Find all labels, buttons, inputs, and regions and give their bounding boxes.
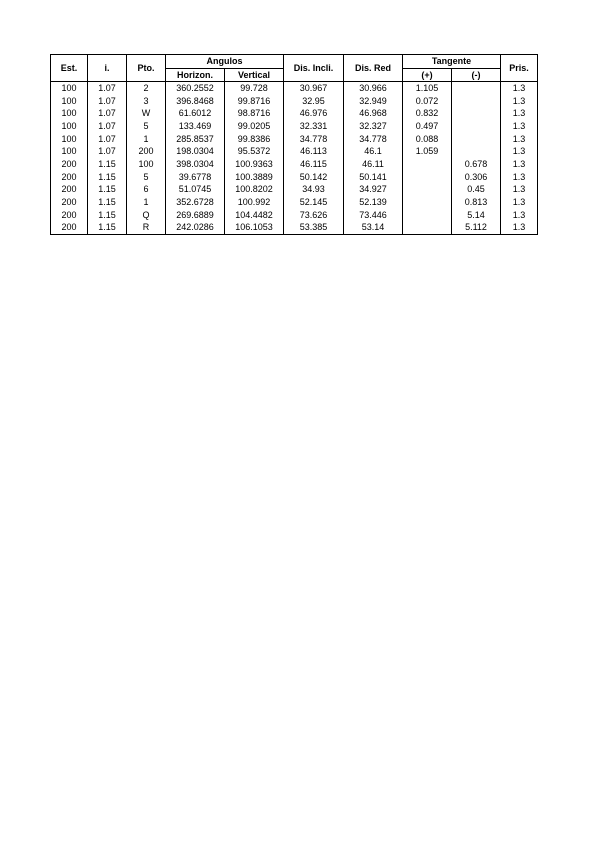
cell-plus: [403, 196, 452, 209]
cell-minus: 5.14: [452, 209, 501, 222]
cell-pris: 1.3: [501, 107, 538, 120]
cell-horizon: 396.8468: [166, 95, 225, 108]
header-i: i.: [88, 55, 127, 82]
table-row: [51, 107, 538, 120]
cell-vertical: 95.5372: [225, 145, 284, 158]
cell-pris: 1.3: [501, 95, 538, 108]
cell-dis-red: 34.927: [344, 184, 403, 197]
cell-dis-red: 73.446: [344, 209, 403, 222]
cell-est: 100: [51, 145, 88, 158]
cell-horizon: 51.0745: [166, 184, 225, 197]
cell-dis-red: 34.778: [344, 133, 403, 146]
cell-vertical: 104.4482: [225, 209, 284, 222]
cell-plus: 1.105: [403, 82, 452, 95]
table-row: [51, 222, 538, 235]
header-dis-incli: Dis. Incli.: [284, 55, 344, 82]
cell-vertical: 106.1053: [225, 222, 284, 235]
cell-pto: 3: [127, 95, 166, 108]
cell-dis-incli: 46.115: [284, 158, 344, 171]
cell-i: 1.15: [88, 196, 127, 209]
table-row: [51, 209, 538, 222]
cell-dis-incli: 52.145: [284, 196, 344, 209]
cell-minus: 5.112: [452, 222, 501, 235]
cell-est: 100: [51, 107, 88, 120]
cell-est: 200: [51, 171, 88, 184]
cell-pto: 1: [127, 133, 166, 146]
cell-minus: [452, 133, 501, 146]
cell-i: 1.15: [88, 184, 127, 197]
header-dis-red: Dis. Red: [344, 55, 403, 82]
cell-minus: 0.45: [452, 184, 501, 197]
table-row: [51, 133, 538, 146]
cell-pris: 1.3: [501, 133, 538, 146]
cell-pris: 1.3: [501, 158, 538, 171]
table-row: [51, 158, 538, 171]
cell-horizon: 285.8537: [166, 133, 225, 146]
cell-vertical: 100.8202: [225, 184, 284, 197]
cell-plus: 0.072: [403, 95, 452, 108]
cell-dis-incli: 34.93: [284, 184, 344, 197]
cell-vertical: 100.992: [225, 196, 284, 209]
table-row: [51, 184, 538, 197]
cell-pto: R: [127, 222, 166, 235]
cell-minus: 0.678: [452, 158, 501, 171]
cell-pto: W: [127, 107, 166, 120]
cell-i: 1.07: [88, 107, 127, 120]
cell-horizon: 269.6889: [166, 209, 225, 222]
cell-plus: [403, 158, 452, 171]
header-vertical: Vertical: [225, 69, 284, 82]
header-plus: (+): [403, 69, 452, 82]
cell-dis-incli: 73.626: [284, 209, 344, 222]
cell-pris: 1.3: [501, 196, 538, 209]
header-tangente: Tangente: [403, 55, 501, 69]
cell-pto: 100: [127, 158, 166, 171]
cell-pto: 1: [127, 196, 166, 209]
cell-minus: [452, 120, 501, 133]
cell-vertical: 99.0205: [225, 120, 284, 133]
cell-pris: 1.3: [501, 82, 538, 95]
cell-dis-red: 46.1: [344, 145, 403, 158]
cell-plus: [403, 209, 452, 222]
cell-dis-incli: 46.113: [284, 145, 344, 158]
cell-pto: 5: [127, 120, 166, 133]
cell-dis-red: 52.139: [344, 196, 403, 209]
cell-i: 1.15: [88, 222, 127, 235]
header-pto: Pto.: [127, 55, 166, 82]
cell-pris: 1.3: [501, 145, 538, 158]
table-row: [51, 145, 538, 158]
cell-i: 1.07: [88, 133, 127, 146]
cell-horizon: 133.469: [166, 120, 225, 133]
cell-minus: [452, 107, 501, 120]
cell-horizon: 61.6012: [166, 107, 225, 120]
cell-dis-red: 50.141: [344, 171, 403, 184]
cell-i: 1.07: [88, 82, 127, 95]
cell-i: 1.15: [88, 158, 127, 171]
table-row: [51, 196, 538, 209]
cell-minus: 0.813: [452, 196, 501, 209]
survey-table: [50, 54, 538, 235]
cell-horizon: 398.0304: [166, 158, 225, 171]
cell-dis-red: 30.966: [344, 82, 403, 95]
cell-dis-red: 32.327: [344, 120, 403, 133]
cell-pris: 1.3: [501, 184, 538, 197]
cell-plus: 1.059: [403, 145, 452, 158]
table-row: [51, 171, 538, 184]
cell-est: 100: [51, 133, 88, 146]
cell-dis-incli: 32.331: [284, 120, 344, 133]
cell-dis-incli: 46.976: [284, 107, 344, 120]
cell-minus: 0.306: [452, 171, 501, 184]
cell-dis-incli: 30.967: [284, 82, 344, 95]
cell-dis-red: 32.949: [344, 95, 403, 108]
cell-horizon: 39.6778: [166, 171, 225, 184]
cell-est: 200: [51, 222, 88, 235]
table-header: [51, 55, 538, 82]
cell-est: 100: [51, 120, 88, 133]
cell-i: 1.07: [88, 145, 127, 158]
cell-pto: 200: [127, 145, 166, 158]
cell-plus: [403, 222, 452, 235]
header-pris: Pris.: [501, 55, 538, 82]
cell-horizon: 352.6728: [166, 196, 225, 209]
cell-pto: Q: [127, 209, 166, 222]
cell-vertical: 99.8386: [225, 133, 284, 146]
cell-est: 200: [51, 158, 88, 171]
cell-pto: 6: [127, 184, 166, 197]
cell-pris: 1.3: [501, 222, 538, 235]
cell-horizon: 360.2552: [166, 82, 225, 95]
table-row: [51, 95, 538, 108]
cell-plus: [403, 184, 452, 197]
cell-i: 1.15: [88, 209, 127, 222]
cell-est: 100: [51, 82, 88, 95]
header-est: Est.: [51, 55, 88, 82]
table-row: [51, 82, 538, 95]
cell-pris: 1.3: [501, 120, 538, 133]
cell-plus: 0.497: [403, 120, 452, 133]
cell-dis-red: 46.968: [344, 107, 403, 120]
cell-plus: 0.088: [403, 133, 452, 146]
cell-vertical: 100.9363: [225, 158, 284, 171]
cell-dis-red: 46.11: [344, 158, 403, 171]
cell-dis-red: 53.14: [344, 222, 403, 235]
cell-minus: [452, 95, 501, 108]
cell-vertical: 98.8716: [225, 107, 284, 120]
cell-est: 200: [51, 184, 88, 197]
survey-table-container: [50, 54, 537, 235]
cell-est: 100: [51, 95, 88, 108]
cell-dis-incli: 53.385: [284, 222, 344, 235]
table-body: [51, 82, 538, 235]
header-minus: (-): [452, 69, 501, 82]
header-angulos: Angulos: [166, 55, 284, 69]
cell-vertical: 99.8716: [225, 95, 284, 108]
cell-i: 1.07: [88, 95, 127, 108]
header-horizon: Horizon.: [166, 69, 225, 82]
table-row: [51, 120, 538, 133]
cell-est: 200: [51, 209, 88, 222]
cell-pto: 5: [127, 171, 166, 184]
cell-vertical: 99.728: [225, 82, 284, 95]
cell-dis-incli: 32.95: [284, 95, 344, 108]
cell-i: 1.15: [88, 171, 127, 184]
cell-horizon: 198.0304: [166, 145, 225, 158]
cell-i: 1.07: [88, 120, 127, 133]
cell-pto: 2: [127, 82, 166, 95]
cell-est: 200: [51, 196, 88, 209]
cell-horizon: 242.0286: [166, 222, 225, 235]
cell-pris: 1.3: [501, 209, 538, 222]
cell-plus: [403, 171, 452, 184]
cell-dis-incli: 34.778: [284, 133, 344, 146]
cell-pris: 1.3: [501, 171, 538, 184]
cell-vertical: 100.3889: [225, 171, 284, 184]
cell-plus: 0.832: [403, 107, 452, 120]
cell-minus: [452, 145, 501, 158]
cell-dis-incli: 50.142: [284, 171, 344, 184]
cell-minus: [452, 82, 501, 95]
